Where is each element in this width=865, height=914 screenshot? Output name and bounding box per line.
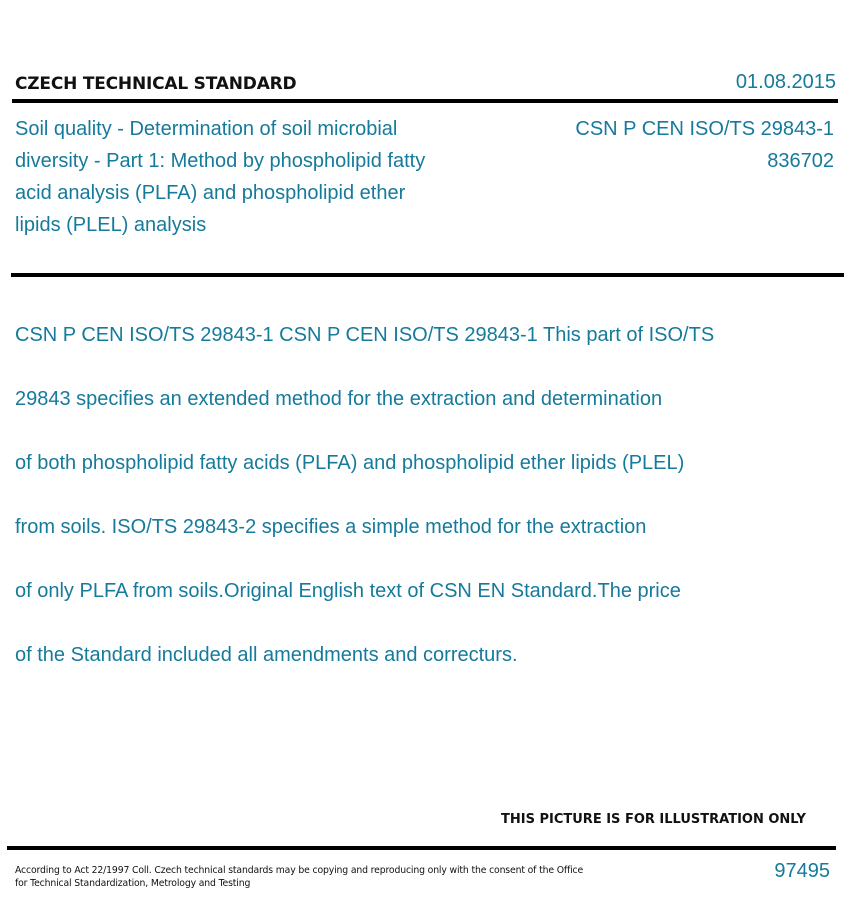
publication-date: 01.08.2015 <box>735 71 836 93</box>
description-line: CSN P CEN ISO/TS 29843-1 CSN P CEN ISO/TS 29843-1 This part of ISO/TS <box>15 324 715 346</box>
header-divider <box>12 99 838 103</box>
description-line: of both phospholipid fatty acids (PLFA) and phospholipid ether lipids (PLEL) <box>15 452 685 474</box>
standard-identifier <box>575 113 834 177</box>
standard-title: Soil quality - Determination of soil microbial diversity - Part 1: Method by phospholipid fatty acid analysis (PLFA) and phospholipid ether lipids (PLEL) analysis <box>15 118 426 236</box>
standard-description <box>15 287 805 703</box>
document-id: 97495 <box>774 860 830 882</box>
description-line: from soils. ISO/TS 29843-2 specifies a simple method for the extraction <box>15 516 647 538</box>
description-line: 29843 specifies an extended method for the extraction and determination <box>15 388 663 410</box>
description-line: of only PLFA from soils.Original English text of CSN EN Standard.The price <box>15 580 681 602</box>
legal-notice-line: for Technical Standardization, Metrology and Testing <box>15 878 251 889</box>
title-divider <box>11 273 844 277</box>
description-line: of the Standard included all amendments and correcturs. <box>15 644 518 666</box>
standard-code: CSN P CEN ISO/TS 29843-1 <box>575 118 834 140</box>
document-type-label: CZECH TECHNICAL STANDARD <box>15 74 297 94</box>
catalog-number: 836702 <box>767 150 834 172</box>
footer-divider <box>7 846 836 850</box>
legal-notice-line: According to Act 22/1997 Coll. Czech technical standards may be copying and reproducing only with the consent of the Office <box>15 865 584 876</box>
illustration-notice: THIS PICTURE IS FOR ILLUSTRATION ONLY <box>501 812 806 827</box>
legal-notice <box>15 864 595 890</box>
